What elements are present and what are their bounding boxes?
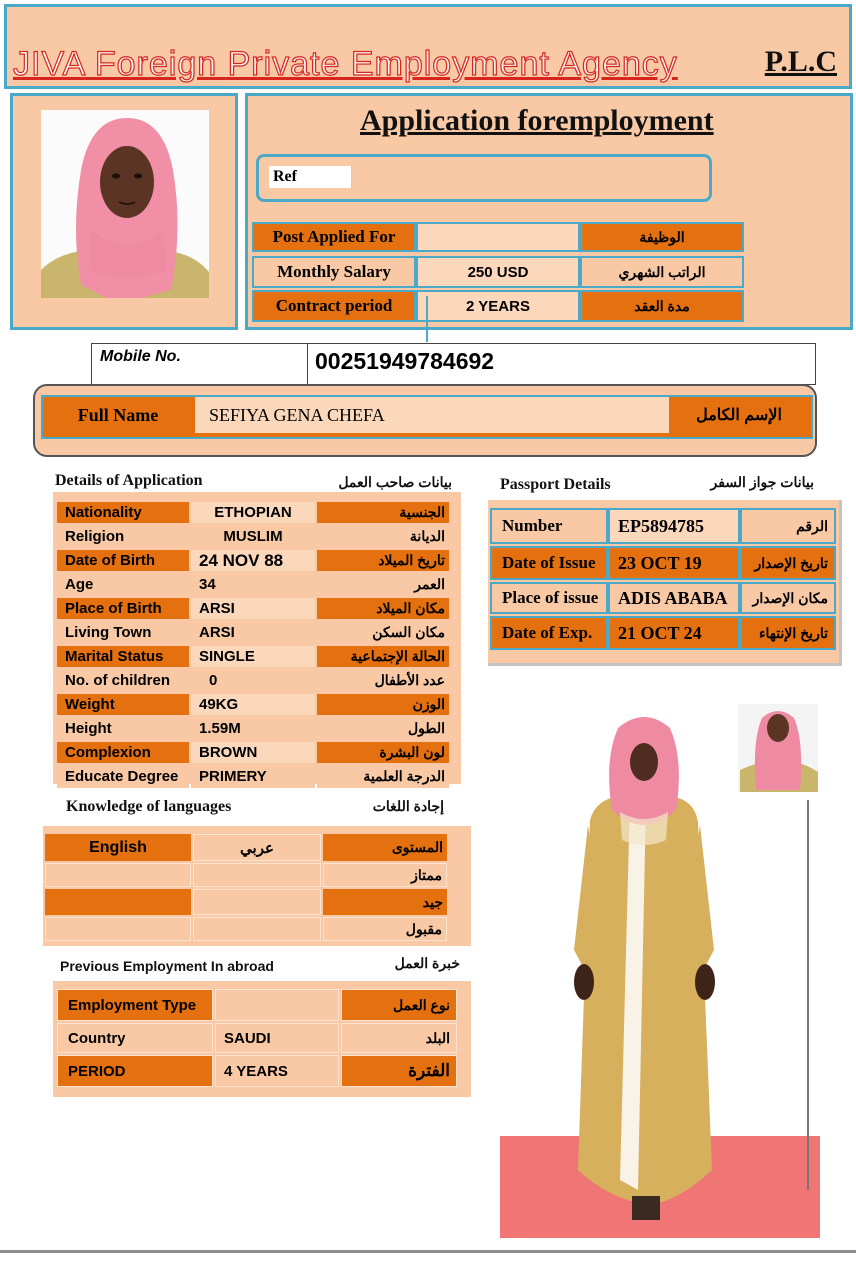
- ref-field: [256, 154, 712, 202]
- details-label: Height: [57, 718, 189, 740]
- details-label-ar: مكان السكن: [317, 622, 449, 644]
- employment-label: Employment Type: [57, 989, 213, 1021]
- details-label: Weight: [57, 694, 189, 716]
- details-value: 24 NOV 88: [191, 550, 315, 572]
- portrait-photo-box: [10, 93, 238, 330]
- details-label: Place of Birth: [57, 598, 189, 620]
- languages-title-ar: إجادة اللغات: [372, 798, 444, 814]
- monthly-salary-label-ar: الراتب الشهري: [580, 256, 744, 288]
- application-box: [245, 93, 853, 330]
- connector-line: [426, 296, 428, 342]
- employment-value: [215, 989, 339, 1021]
- details-value: ARSI: [191, 622, 315, 644]
- details-value: 49KG: [191, 694, 315, 716]
- post-applied-label-ar: الوظيفة: [580, 222, 744, 252]
- full-body-photo: [500, 700, 820, 1238]
- details-label-ar: مكان الميلاد: [317, 598, 449, 620]
- details-label: Marital Status: [57, 646, 189, 668]
- details-row: [57, 550, 457, 574]
- agency-brand: JIVA: [13, 45, 85, 83]
- details-row: [57, 526, 457, 550]
- agency-header: [4, 4, 852, 89]
- employment-table: [53, 981, 471, 1097]
- full-name-label: Full Name: [77, 404, 159, 425]
- details-label-ar: الديانة: [317, 526, 449, 548]
- lang-english-excellent: [45, 863, 191, 887]
- employment-label: Country: [57, 1023, 213, 1053]
- lang-header-arabic: عربي: [193, 834, 321, 861]
- passport-label: Date of Issue: [490, 546, 608, 580]
- details-label-ar: الجنسية: [317, 502, 449, 524]
- agency-plc: P.L.C: [764, 45, 837, 78]
- lang-level-excellent: ممتاز: [323, 863, 447, 887]
- mobile-row: [91, 343, 816, 385]
- details-value: SINGLE: [191, 646, 315, 668]
- details-row: [57, 598, 457, 622]
- employment-label-ar: البلد: [341, 1023, 457, 1053]
- details-row: [57, 502, 457, 526]
- details-value: 0: [191, 670, 315, 692]
- lang-level-good: جيد: [323, 889, 447, 915]
- passport-label-ar: تاريخ الإنتهاء: [740, 616, 836, 650]
- agency-name: [13, 45, 678, 84]
- details-label: No. of children: [57, 670, 189, 692]
- employment-value: 4 YEARS: [215, 1055, 339, 1087]
- lang-arabic-good: [193, 889, 321, 915]
- employment-label-ar: نوع العمل: [341, 989, 457, 1021]
- employment-title: Previous Employment In abroad: [60, 958, 274, 974]
- contract-period-label: Contract period: [252, 290, 416, 322]
- portrait-photo: [41, 110, 209, 298]
- passport-label: Place of issue: [490, 582, 608, 614]
- details-row: [57, 574, 457, 598]
- lang-english-acceptable: [45, 917, 191, 941]
- full-name-box: [33, 384, 817, 457]
- details-value: 34: [191, 574, 315, 596]
- details-label-ar: الدرجة العلمية: [317, 766, 449, 788]
- details-label-ar: عدد الأطفال: [317, 670, 449, 692]
- full-name-value: SEFIYA GENA CHEFA: [195, 397, 669, 433]
- employment-label: PERIOD: [57, 1055, 213, 1087]
- mobile-label: Mobile No.: [100, 348, 181, 365]
- details-value: BROWN: [191, 742, 315, 764]
- bottom-rule: [0, 1250, 856, 1253]
- contract-period-label-ar: مدة العقد: [580, 290, 744, 322]
- details-label: Nationality: [57, 502, 189, 524]
- full-name-row: [41, 395, 813, 439]
- details-row: [57, 718, 457, 742]
- details-label: Educate Degree: [57, 766, 189, 788]
- details-label-ar: لون البشرة: [317, 742, 449, 764]
- lang-header-english: English: [45, 834, 191, 861]
- details-label-ar: تاريخ الميلاد: [317, 550, 449, 572]
- passport-label-ar: الرقم: [740, 508, 836, 544]
- passport-title: Passport Details: [500, 476, 611, 493]
- passport-table: [488, 500, 842, 666]
- passport-label-ar: تاريخ الإصدار: [740, 546, 836, 580]
- employment-label-ar: الفترة: [341, 1055, 457, 1087]
- details-row: [57, 646, 457, 670]
- passport-label-ar: مكان الإصدار: [740, 582, 836, 614]
- details-label: Living Town: [57, 622, 189, 644]
- passport-value: EP5894785: [608, 508, 740, 544]
- details-row: [57, 670, 457, 694]
- details-row: [57, 694, 457, 718]
- monthly-salary-value: 250 USD: [416, 256, 580, 288]
- passport-value: 21 OCT 24: [608, 616, 740, 650]
- details-row: [57, 742, 457, 766]
- post-applied-value: [416, 222, 580, 252]
- passport-value: ADIS ABABA: [608, 582, 740, 614]
- details-label: Date of Birth: [57, 550, 189, 572]
- languages-table: [43, 826, 471, 946]
- details-value: MUSLIM: [191, 526, 315, 548]
- lang-arabic-excellent: [193, 863, 321, 887]
- languages-title: Knowledge of languages: [66, 798, 232, 815]
- details-value: PRIMERY: [191, 766, 315, 788]
- lang-header-level: المستوى: [323, 834, 447, 861]
- details-label-ar: الوزن: [317, 694, 449, 716]
- details-table: [53, 492, 461, 784]
- agency-name-rest: Foreign Private Employment Agency: [84, 45, 678, 83]
- full-name-label-ar: الإسم الكامل: [696, 407, 782, 424]
- details-label: Age: [57, 574, 189, 596]
- lang-level-acceptable: مقبول: [323, 917, 447, 941]
- mobile-value: 00251949784692: [315, 348, 495, 374]
- details-label-ar: العمر: [317, 574, 449, 596]
- details-value: ARSI: [191, 598, 315, 620]
- passport-label: Date of Exp.: [490, 616, 608, 650]
- application-title: Application foremployment: [360, 104, 714, 137]
- details-row: [57, 766, 457, 790]
- details-label-ar: الطول: [317, 718, 449, 740]
- details-label: Religion: [57, 526, 189, 548]
- details-title: Details of Application: [55, 472, 203, 489]
- ref-label: Ref: [269, 166, 352, 188]
- details-row: [57, 622, 457, 646]
- employment-value: SAUDI: [215, 1023, 339, 1053]
- details-label: Complexion: [57, 742, 189, 764]
- details-label-ar: الحالة الإجتماعية: [317, 646, 449, 668]
- lang-arabic-acceptable: [193, 917, 321, 941]
- employment-title-ar: خبرة العمل: [394, 955, 460, 971]
- details-title-ar: بيانات صاحب العمل: [338, 474, 452, 490]
- passport-value: 23 OCT 19: [608, 546, 740, 580]
- passport-label: Number: [490, 508, 608, 544]
- mobile-divider: [307, 344, 308, 384]
- lang-english-good: [45, 889, 191, 915]
- details-value: 1.59M: [191, 718, 315, 740]
- passport-title-ar: بيانات جواز السفر: [710, 474, 814, 490]
- post-applied-label: Post Applied For: [252, 222, 416, 252]
- details-value: ETHOPIAN: [191, 502, 315, 524]
- monthly-salary-label: Monthly Salary: [252, 256, 416, 288]
- contract-period-value: 2 YEARS: [416, 290, 580, 322]
